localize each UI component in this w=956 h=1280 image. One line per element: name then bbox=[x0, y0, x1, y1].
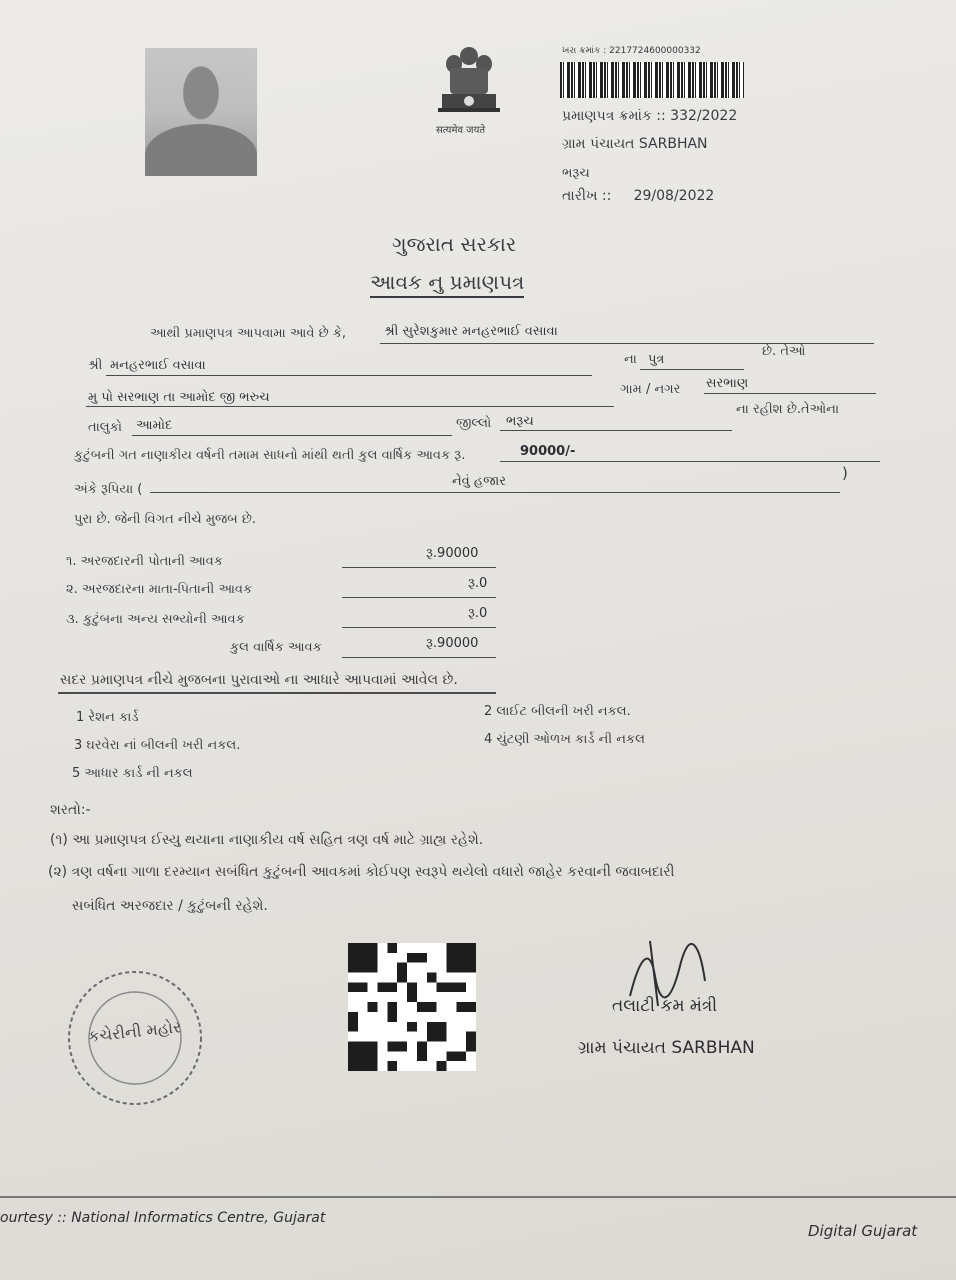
intro-text: આથી પ્રમાણપત્ર આપવામા આવે છે કે, bbox=[150, 326, 347, 341]
certificate-date: તારીખ :: 29/08/2022 bbox=[562, 188, 715, 204]
government-title: ગુજરાત સરકાર bbox=[392, 232, 517, 256]
district: ભરૂચ bbox=[506, 414, 534, 429]
condition-1: (૧) આ પ્રમાણપત્ર ઈસ્યુ થયાના નાણાકીય વર્ષ સહિત ત્રણ વર્ષ માટે ગ્રાહ્ય રહેશે. bbox=[50, 832, 484, 848]
footer-courtesy: ourtesy :: National Informatics Centre, Gujarat bbox=[0, 1210, 326, 1226]
village-label: ગામ / નગર bbox=[620, 382, 681, 397]
document-item-4: 4 ચુંટણી ઓળખ કાર્ડ ની નકલ bbox=[484, 732, 645, 747]
total-value: રૂ.90000 bbox=[426, 636, 479, 651]
income-row-value-2: રૂ.0 bbox=[468, 576, 488, 591]
stamp-text: કચેરીની મહોર bbox=[87, 1017, 183, 1046]
documents-heading: સદર પ્રમાણપત્ર નીચે મુજબના પુરાવાઓ ના આધારે આપવામાં આવેલ છે. bbox=[60, 672, 458, 688]
total-label: કુલ વાર્ષિક આવક bbox=[230, 640, 322, 655]
resident-text: ના રહીશ છે.તેઓના bbox=[736, 402, 840, 417]
annual-income-value: 90000/- bbox=[520, 444, 576, 459]
document-item-3: 3 ઘરવેરા નાં બીલની ખરી નકલ. bbox=[74, 738, 241, 753]
condition-2-line-2: સબંધિત અરજદાર / કુટુંબની રહેશે. bbox=[72, 898, 268, 914]
signatory-panchayat: ગ્રામ પંચાયત SARBHAN bbox=[578, 1038, 755, 1058]
father-prefix: શ્રી bbox=[88, 358, 103, 373]
taluka: આમોદ bbox=[136, 418, 173, 433]
condition-2-line-1: (૨) ત્રણ વર્ષના ગાળા દરમ્યાન સબંધિત કુટુંબની આવકમાં કોઈપણ સ્વરૂપે થયેલો વધારો જાહેર કરવાની જવાબદારી bbox=[48, 864, 675, 880]
footer-divider bbox=[0, 1196, 956, 1198]
close-paren: ) bbox=[842, 464, 848, 482]
details-line: પુરા છે. જેની વિગત નીચે મુજબ છે. bbox=[74, 512, 257, 527]
income-row-label-1: ૧. અરજદારની પોતાની આવક bbox=[66, 554, 223, 569]
na-text: ના bbox=[624, 352, 637, 367]
qr-code bbox=[348, 942, 476, 1072]
address: મુ પો સરભાણ તા આમોદ જી ભરુચ bbox=[88, 390, 270, 405]
applicant-name: શ્રી સુરેશકુમાર મનહરભાઈ વસાવા bbox=[384, 324, 558, 339]
barcode bbox=[560, 62, 744, 98]
document-item-2: 2 લાઈટ બીલની ખરી નકલ. bbox=[484, 704, 631, 719]
footer-digital-gujarat: Digital Gujarat bbox=[808, 1222, 918, 1240]
applicant-photo bbox=[145, 48, 257, 176]
income-row-value-1: રૂ.90000 bbox=[426, 546, 479, 561]
village: સરભાણ bbox=[706, 376, 749, 391]
certificate-title: આવક નુ પ્રમાણપત્ર bbox=[370, 270, 524, 298]
in-words-value: નેવું હજાર bbox=[452, 474, 506, 489]
father-name: મનહરભાઈ વસાવા bbox=[110, 358, 206, 373]
district-label: જીલ્લો bbox=[456, 416, 492, 431]
document-item-5: 5 આધાર કાર્ડ ની નકલ bbox=[72, 766, 193, 781]
relation: પુત્ર bbox=[648, 352, 665, 367]
in-words-label: અંકે રૂપિયા ( bbox=[74, 482, 143, 497]
income-row-label-2: ૨. અરજદારના માતા-પિતાની આવક bbox=[66, 582, 253, 597]
emblem-motto: सत्यमेव जयते bbox=[436, 125, 486, 136]
panchayat-name: ગ્રામ પંચાયત SARBHAN bbox=[562, 136, 708, 152]
signatory-title: તલાટી કમ મંત્રી bbox=[612, 996, 718, 1016]
taluka-label: તાલુકો bbox=[88, 420, 123, 435]
income-row-label-3: ૩. કુટુંબના અન્ય સભ્યોની આવક bbox=[66, 612, 245, 627]
district-name: ભરૂચ bbox=[562, 166, 590, 181]
barcode-number: ખરા ક્રમાંક : 2217724600000332 bbox=[562, 46, 701, 56]
che-teo-text: છે. તેઓ bbox=[762, 344, 806, 359]
conditions-heading: શરતો:- bbox=[50, 802, 91, 818]
income-row-value-3: રૂ.0 bbox=[468, 606, 488, 621]
document-item-1: 1 રેશન કાર્ડ bbox=[76, 710, 139, 725]
annual-income-text: કુટુંબની ગત નાણાકીય વર્ષની તમામ સાધનો માંથી થતી કુલ વાર્ષિક આવક રૂ. bbox=[74, 448, 466, 463]
certificate-number: પ્રમાણપત્ર ક્રમાંક :: 332/2022 bbox=[562, 108, 738, 124]
